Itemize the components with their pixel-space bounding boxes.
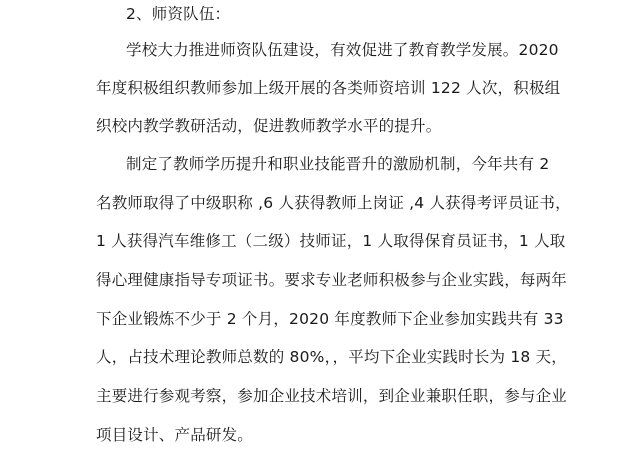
paragraph-2-line-7: 主要进行参观考察，参加企业技术培训，到企业兼职任职，参与企业 [96,387,568,405]
paragraph-1-line-3: 织校内教学教研活动，促进教师教学水平的提升。 [96,117,442,135]
paragraph-2-line-6: 人，占技术理论教师总数的 80%，，平均下企业实践时长为 18 天， [96,348,568,366]
paragraph-2-line-3: 1 人获得汽车维修工（二级）技师证，1 人取得保育员证书，1 人取 [96,232,566,250]
paragraph-2-line-5: 下企业锻炼不少于 2 个月，2020 年度教师下企业参加实践共有 33 [96,310,564,328]
paragraph-1-line-1: 学校大力推进师资队伍建设，有效促进了教育教学发展。2020 [126,41,559,59]
paragraph-2-line-1: 制定了教师学历提升和职业技能晋升的激励机制，今年共有 2 [126,155,550,173]
paragraph-2-line-4: 得心理健康指导专项证书。要求专业老师积极参与企业实践，每两年 [96,271,568,289]
paragraph-1-line-2: 年度积极组织教师参加上级开展的各类师资培训 122 人次，积极组 [96,79,561,97]
paragraph-2-line-8: 项目设计、产品研发。 [96,426,254,444]
paragraph-2-line-2: 名教师取得了中级职称 ,6 人获得教师上岗证 ,4 人获得考评员证书， [96,194,571,212]
section-heading: 2、师资队伍： [126,5,231,23]
